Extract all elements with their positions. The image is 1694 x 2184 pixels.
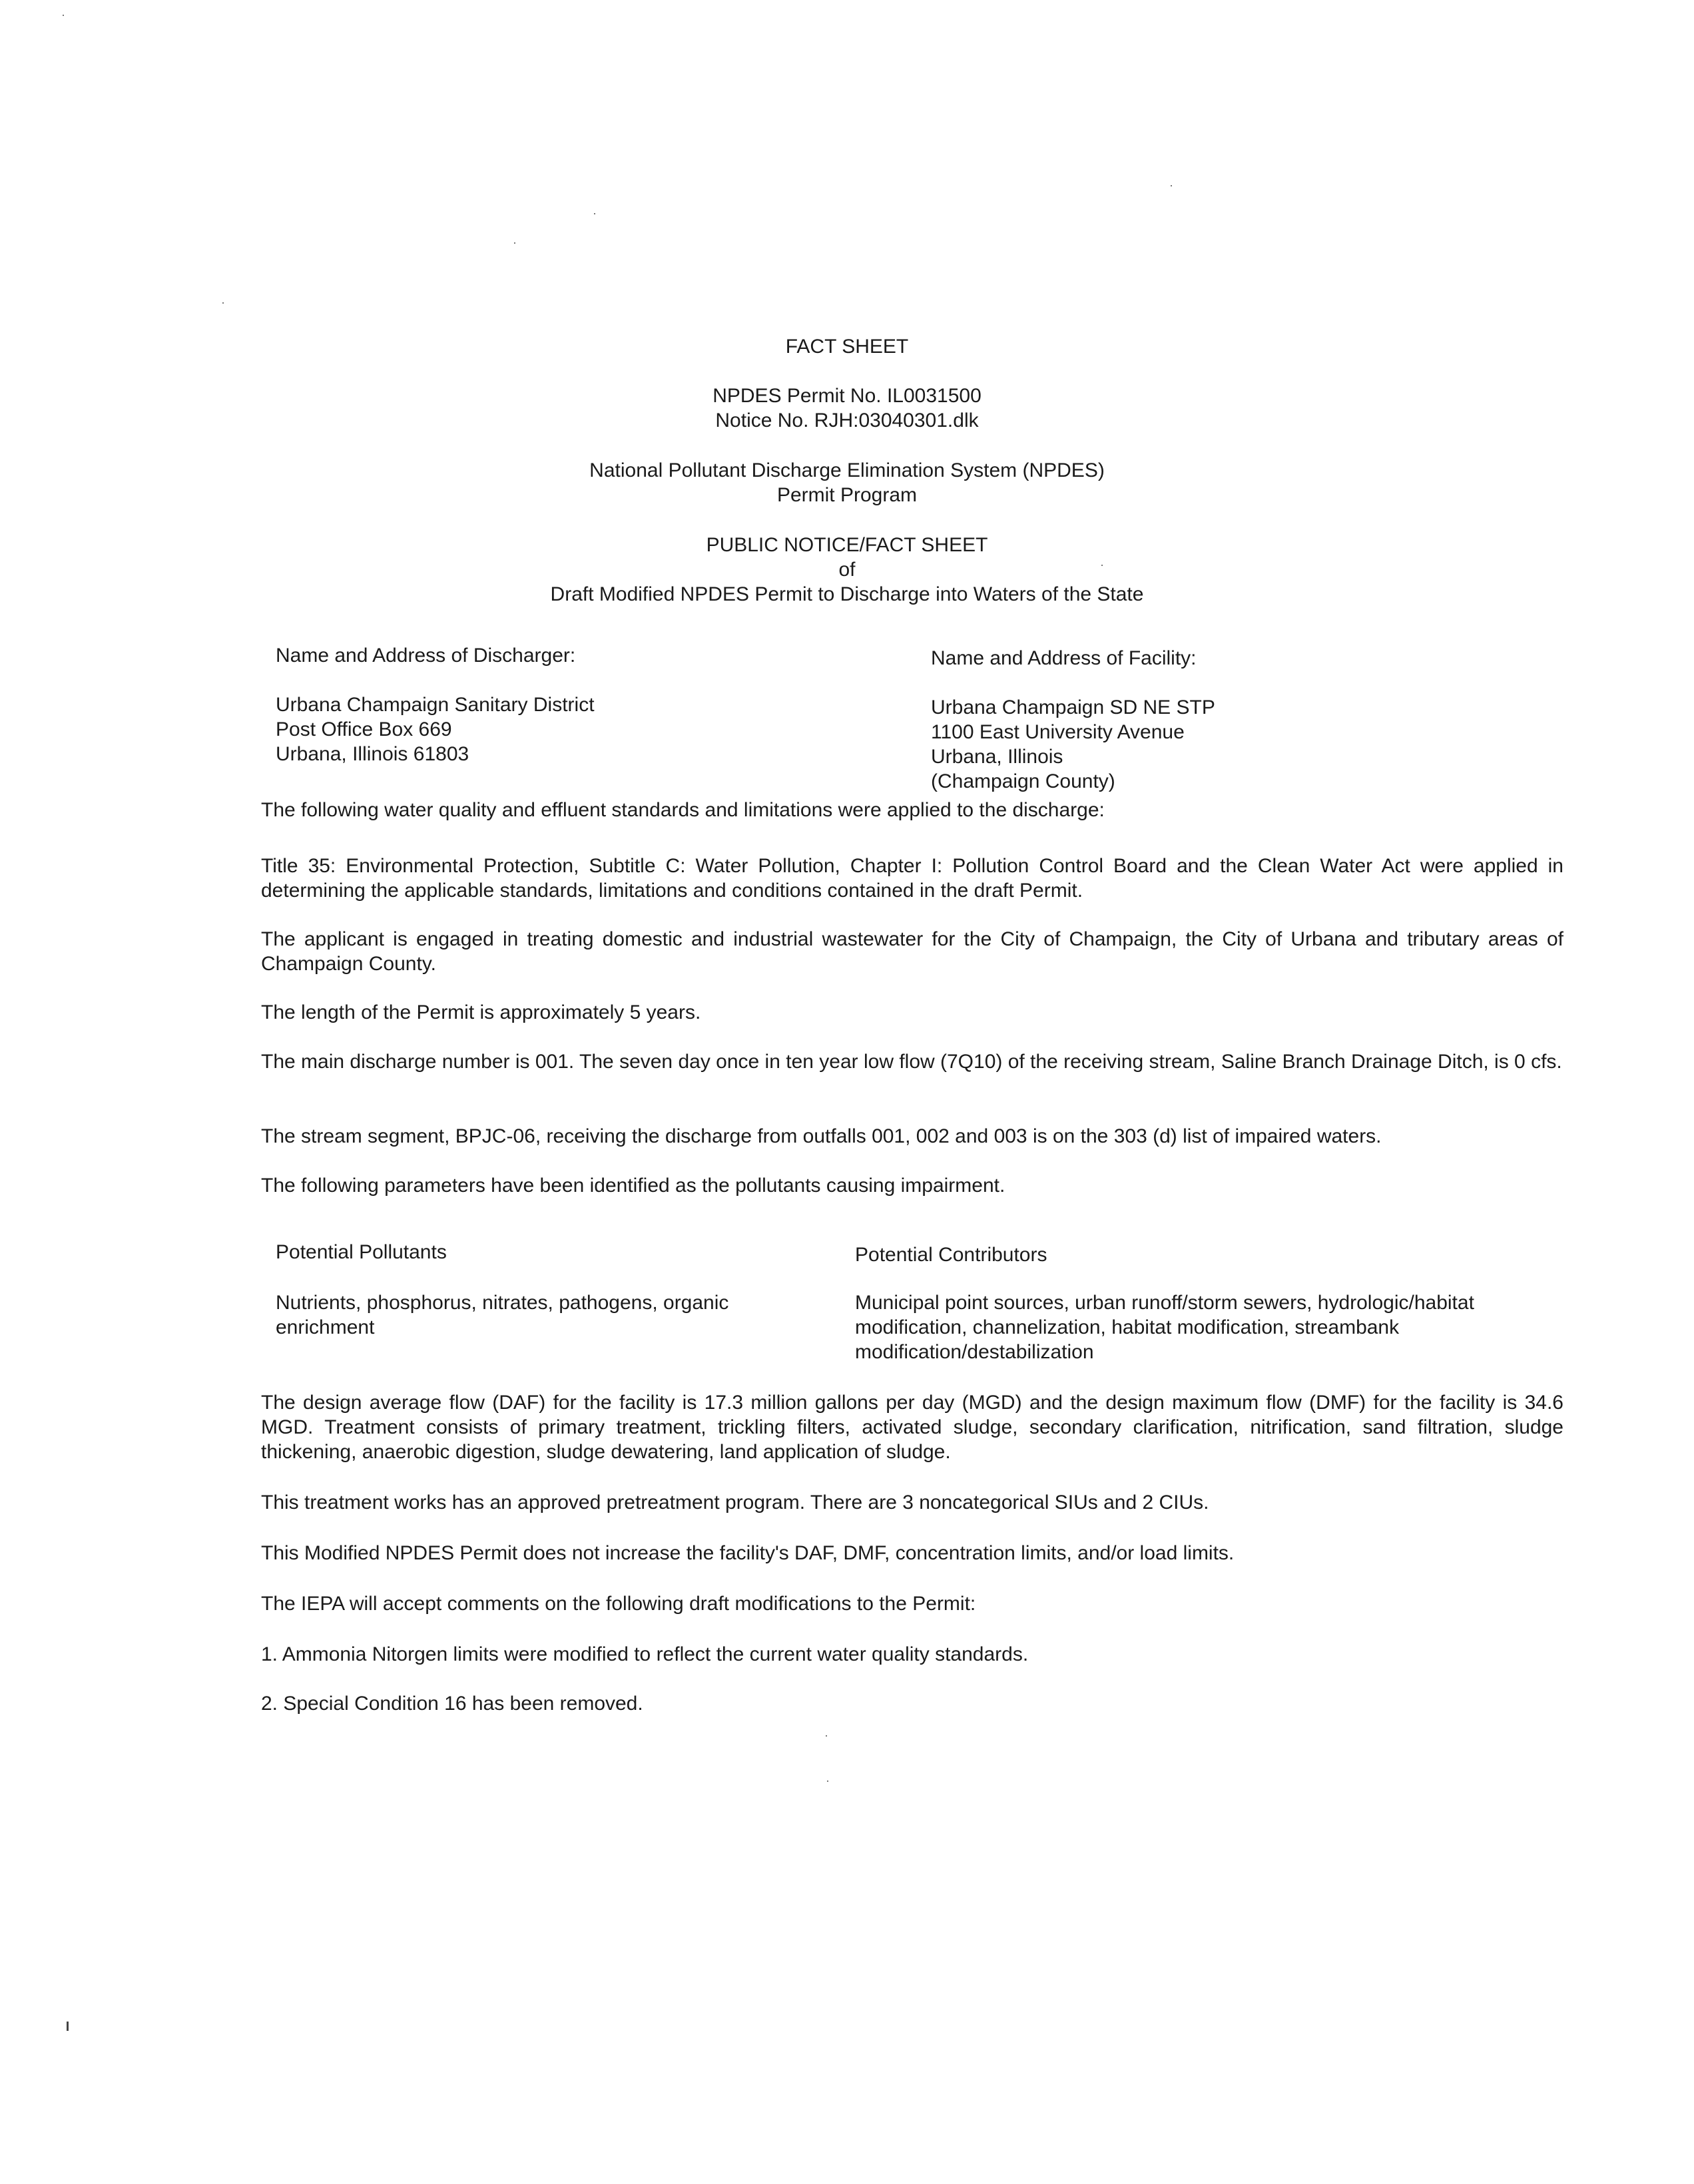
modification-item-2: 2. Special Condition 16 has been removed. [261, 1693, 643, 1715]
permit-number: NPDES Permit No. IL0031500 [712, 385, 982, 407]
pollutants-cell [276, 1290, 728, 1340]
modified-permit-paragraph: This Modified NPDES Permit does not increase the facility's DAF, DMF, concentration limits, and/or load limits. [261, 1542, 1235, 1564]
notice-number: Notice No. RJH:03040301.dlk [715, 410, 979, 431]
modification-item-1: 1. Ammonia Nitorgen limits were modified to reflect the current water quality standards. [261, 1643, 1029, 1665]
scan-speck [67, 2022, 69, 2031]
facility-line: Urbana, Illinois [931, 746, 1063, 768]
draft-permit-line: Draft Modified NPDES Permit to Discharge into Waters of the State [550, 583, 1144, 605]
scan-speck [514, 242, 515, 244]
discharger-line: Post Office Box 669 [276, 718, 452, 740]
facility-line: (Champaign County) [931, 770, 1115, 792]
design-flow-paragraph: The design average flow (DAF) for the facility is 17.3 million gallons per day (MGD) and the design maximum flow (DMF) for the facility is 34.6 MGD. Treatment consists of primary treatment, trickling filters, activated sludge, secondary clarification, nitrification, sand filtration, sludge thickening, anaerobic digestion, sludge dewatering, land application of sludge. [261, 1392, 1563, 1463]
facility-heading: Name and Address of Facility: [931, 647, 1197, 669]
scan-speck [222, 302, 224, 304]
permit-length-paragraph: The length of the Permit is approximately 5 years. [261, 1001, 701, 1023]
scan-speck [826, 1735, 827, 1737]
discharger-line: Urbana, Illinois 61803 [276, 743, 469, 765]
document-title: FACT SHEET [785, 336, 909, 358]
contributors-line: Municipal point sources, urban runoff/storm sewers, hydrologic/habitat [855, 1292, 1474, 1314]
discharger-address [276, 692, 595, 766]
program-line-1: National Pollutant Discharge Elimination System (NPDES) [589, 459, 1105, 481]
pollutants-line: enrichment [276, 1316, 375, 1338]
applicant-paragraph: The applicant is engaged in treating domestic and industrial wastewater for the City of Champaign, the City of Urbana and tributary areas of Champaign County. [261, 928, 1563, 975]
parameters-paragraph: The following parameters have been identified as the pollutants causing impairment. [261, 1175, 1005, 1197]
discharger-heading: Name and Address of Discharger: [276, 645, 576, 667]
discharge-paragraph: The main discharge number is 001. The seven day once in ten year low flow (7Q10) of the receiving stream, Saline Branch Drainage Ditch, is 0 cfs. [261, 1051, 1562, 1073]
scan-speck [827, 1780, 828, 1782]
facility-address [931, 695, 1215, 794]
title35-paragraph: Title 35: Environmental Protection, Subtitle C: Water Pollution, Chapter I: Pollution Control Board and the Clean Water Act were applied in determining the applicable standards, limitations and conditions contained in the draft Permit. [261, 855, 1563, 902]
discharger-line: Urbana Champaign Sanitary District [276, 694, 595, 716]
scan-speck [1171, 185, 1172, 186]
pretreatment-paragraph: This treatment works has an approved pretreatment program. There are 3 noncategorical SIUs and 2 CIUs. [261, 1492, 1209, 1513]
contributors-line: modification/destabilization [855, 1341, 1094, 1363]
facility-line: Urbana Champaign SD NE STP [931, 696, 1215, 718]
scan-speck [594, 213, 595, 214]
comments-paragraph: The IEPA will accept comments on the following draft modifications to the Permit: [261, 1593, 976, 1615]
pollutants-line: Nutrients, phosphorus, nitrates, pathogens, organic [276, 1292, 729, 1314]
standards-intro-paragraph: The following water quality and effluent standards and limitations were applied to the discharge: [261, 799, 1105, 821]
contributors-column-header: Potential Contributors [855, 1244, 1047, 1266]
program-line-2: Permit Program [776, 484, 918, 506]
public-notice-line: PUBLIC NOTICE/FACT SHEET [706, 534, 988, 556]
contributors-line: modification, channelization, habitat modification, streambank [855, 1316, 1400, 1338]
of-line: of [838, 559, 856, 581]
contributors-cell [855, 1290, 1474, 1364]
facility-line: 1100 East University Avenue [931, 721, 1185, 743]
scan-speck [63, 15, 64, 16]
pollutants-column-header: Potential Pollutants [276, 1241, 447, 1263]
stream-segment-paragraph: The stream segment, BPJC-06, receiving the discharge from outfalls 001, 002 and 003 is on the 303 (d) list of impaired waters. [261, 1125, 1382, 1147]
